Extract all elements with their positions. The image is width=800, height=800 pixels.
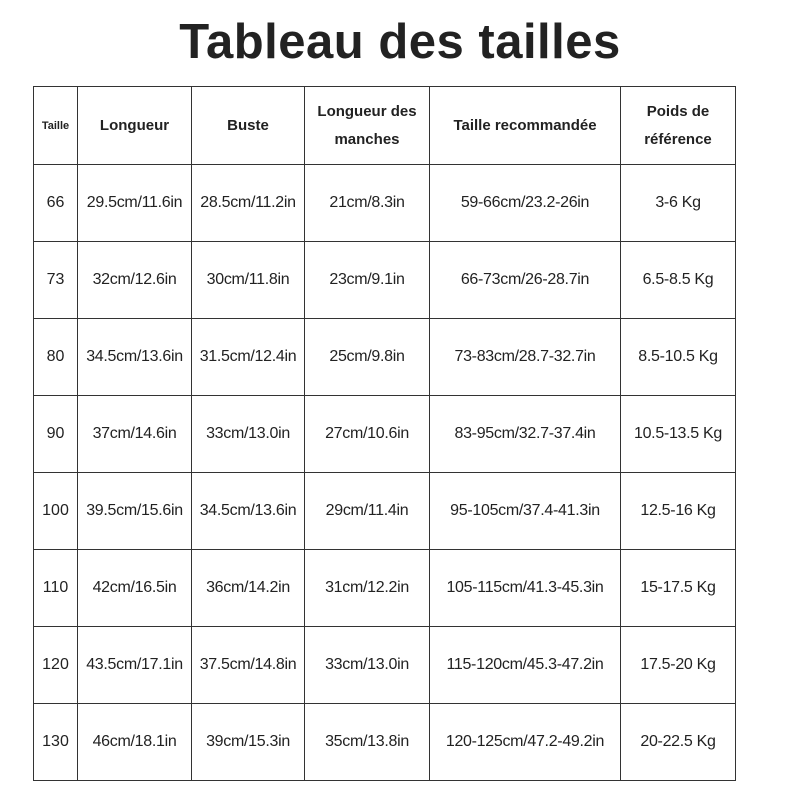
- header-buste: Buste: [192, 87, 305, 165]
- cell-taille: 80: [34, 319, 78, 396]
- cell-longueur-manches: 31cm/12.2in: [305, 550, 430, 627]
- cell-buste: 34.5cm/13.6in: [192, 473, 305, 550]
- cell-taille: 120: [34, 627, 78, 704]
- cell-poids-reference: 20-22.5 Kg: [621, 704, 736, 781]
- cell-longueur: 46cm/18.1in: [78, 704, 192, 781]
- cell-poids-reference: 10.5-13.5 Kg: [621, 396, 736, 473]
- cell-taille: 73: [34, 242, 78, 319]
- cell-taille: 130: [34, 704, 78, 781]
- cell-buste: 33cm/13.0in: [192, 396, 305, 473]
- cell-taille-recommandee: 66-73cm/26-28.7in: [430, 242, 621, 319]
- table-row: [34, 165, 736, 242]
- cell-buste: 36cm/14.2in: [192, 550, 305, 627]
- cell-poids-reference: 6.5-8.5 Kg: [621, 242, 736, 319]
- cell-longueur-manches: 33cm/13.0in: [305, 627, 430, 704]
- cell-taille-recommandee: 59-66cm/23.2-26in: [430, 165, 621, 242]
- cell-longueur-manches: 23cm/9.1in: [305, 242, 430, 319]
- header-longueur-manches-label: Longueur des manches: [317, 102, 417, 148]
- cell-longueur-manches: 35cm/13.8in: [305, 704, 430, 781]
- cell-poids-reference: 17.5-20 Kg: [621, 627, 736, 704]
- header-longueur-manches: [305, 87, 430, 165]
- cell-poids-reference: 8.5-10.5 Kg: [621, 319, 736, 396]
- header-taille-recommandee: Taille recommandée: [430, 87, 621, 165]
- cell-longueur: 43.5cm/17.1in: [78, 627, 192, 704]
- cell-longueur-manches: 25cm/9.8in: [305, 319, 430, 396]
- cell-longueur-manches: 27cm/10.6in: [305, 396, 430, 473]
- cell-buste: 39cm/15.3in: [192, 704, 305, 781]
- cell-poids-reference: 12.5-16 Kg: [621, 473, 736, 550]
- header-poids-reference: [621, 87, 736, 165]
- cell-buste: 37.5cm/14.8in: [192, 627, 305, 704]
- cell-longueur-manches: 29cm/11.4in: [305, 473, 430, 550]
- cell-taille-recommandee: 95-105cm/37.4-41.3in: [430, 473, 621, 550]
- cell-longueur: 37cm/14.6in: [78, 396, 192, 473]
- cell-taille-recommandee: 105-115cm/41.3-45.3in: [430, 550, 621, 627]
- header-longueur: Longueur: [78, 87, 192, 165]
- cell-buste: 28.5cm/11.2in: [192, 165, 305, 242]
- page-title: Tableau des tailles: [179, 15, 621, 69]
- cell-poids-reference: 3-6 Kg: [621, 165, 736, 242]
- cell-longueur-manches: 21cm/8.3in: [305, 165, 430, 242]
- table-header-row: [34, 87, 736, 165]
- cell-longueur: 32cm/12.6in: [78, 242, 192, 319]
- header-taille: Taille: [34, 87, 78, 165]
- cell-taille: 66: [34, 165, 78, 242]
- cell-buste: 31.5cm/12.4in: [192, 319, 305, 396]
- cell-longueur: 39.5cm/15.6in: [78, 473, 192, 550]
- cell-buste: 30cm/11.8in: [192, 242, 305, 319]
- cell-taille-recommandee: 73-83cm/28.7-32.7in: [430, 319, 621, 396]
- cell-poids-reference: 15-17.5 Kg: [621, 550, 736, 627]
- cell-taille: 110: [34, 550, 78, 627]
- table-row: [34, 550, 736, 627]
- cell-taille-recommandee: 120-125cm/47.2-49.2in: [430, 704, 621, 781]
- cell-longueur: 29.5cm/11.6in: [78, 165, 192, 242]
- cell-taille-recommandee: 83-95cm/32.7-37.4in: [430, 396, 621, 473]
- cell-taille: 100: [34, 473, 78, 550]
- cell-taille: 90: [34, 396, 78, 473]
- size-chart-table: [33, 86, 736, 781]
- cell-longueur: 42cm/16.5in: [78, 550, 192, 627]
- table-row: [34, 242, 736, 319]
- table-row: [34, 396, 736, 473]
- header-poids-reference-label: Poids de référence: [644, 102, 712, 148]
- table-row: [34, 704, 736, 781]
- cell-taille-recommandee: 115-120cm/45.3-47.2in: [430, 627, 621, 704]
- table-row: [34, 473, 736, 550]
- cell-longueur: 34.5cm/13.6in: [78, 319, 192, 396]
- table-row: [34, 319, 736, 396]
- table-row: [34, 627, 736, 704]
